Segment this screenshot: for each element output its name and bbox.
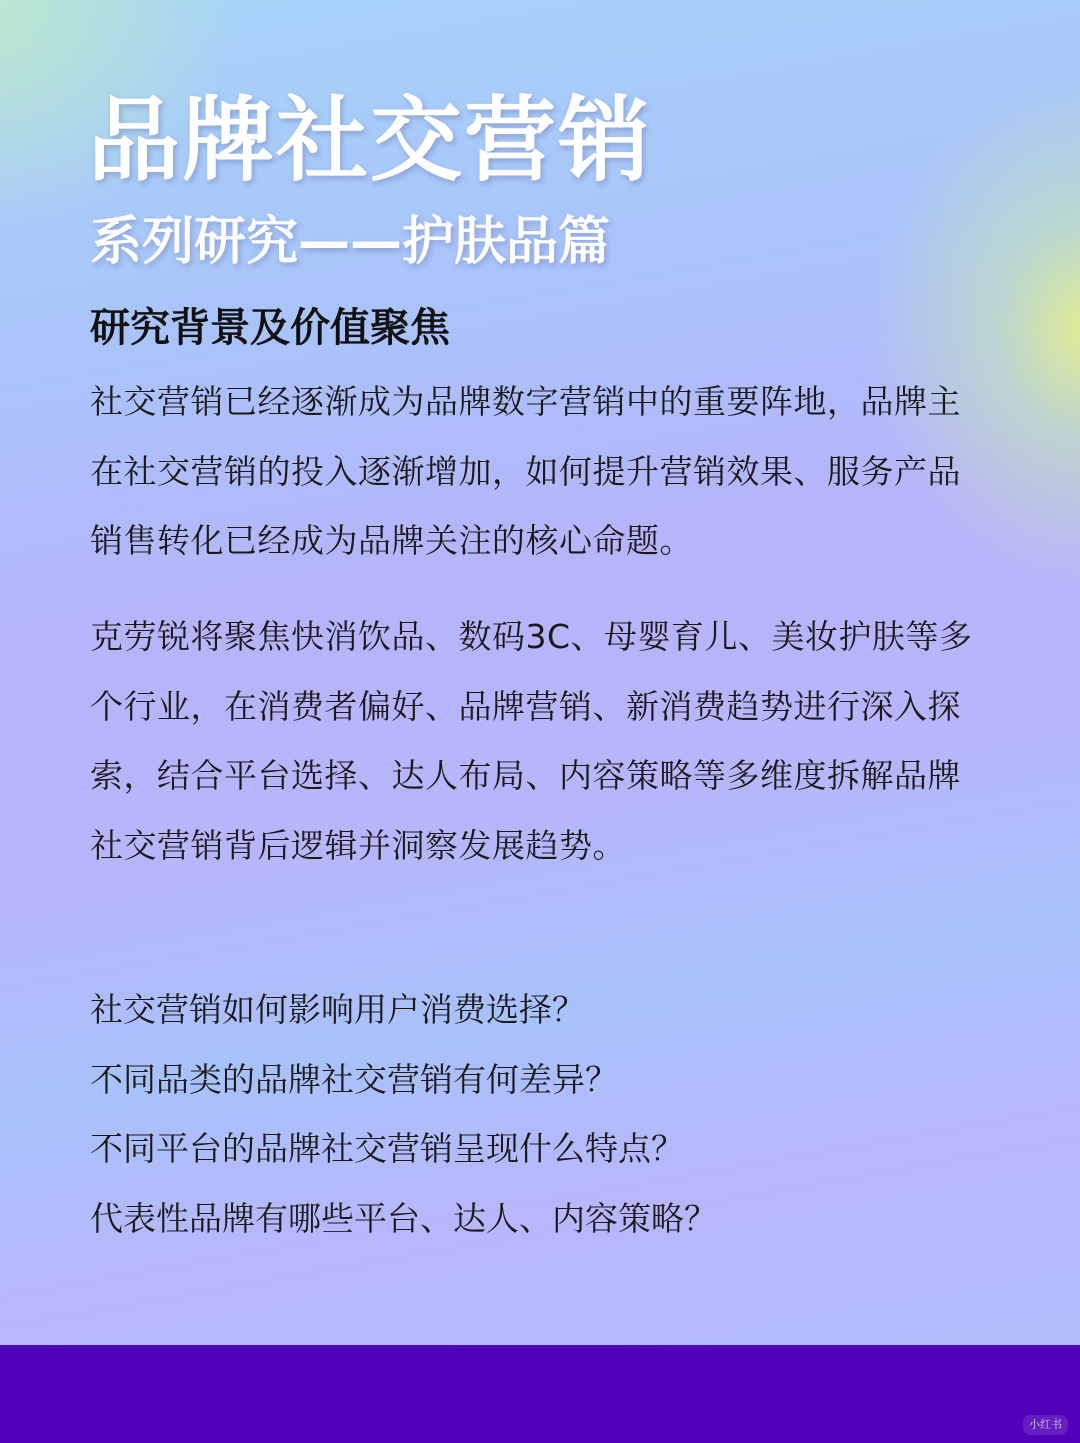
footer-band	[0, 1345, 1080, 1443]
question-item: 社交营销如何影响用户消费选择？	[90, 990, 585, 1029]
page-title: 品牌社交营销	[88, 87, 653, 194]
page-subtitle: 系列研究——护肤品篇	[90, 212, 611, 272]
background-paragraph: 社交营销已经逐渐成为品牌数字营销中的重要阵地，品牌主在社交营销的投入逐渐增加，如何提升营销效果、服务产品销售转化已经成为品牌关注的核心命题。	[90, 382, 961, 560]
section-heading: 研究背景及价值聚焦	[90, 305, 450, 351]
watermark: 小红书	[1023, 1415, 1068, 1435]
question-item: 代表性品牌有哪些平台、达人、内容策略？	[90, 1198, 717, 1238]
question-item: 不同品类的品牌社交营销有何差异？	[90, 1059, 618, 1099]
focus-paragraph: 克劳锐将聚焦快消饮品、数码3C、母婴育儿、美妆护肤等多个行业，在消费者偏好、品牌营销、新消费趋势进行深入探索，结合平台选择、达人布局、内容策略等多维度拆解品牌社交营销背后逻辑并洞察发展趋势。	[90, 617, 973, 865]
question-item: 不同平台的品牌社交营销呈现什么特点？	[90, 1129, 684, 1168]
question-list	[90, 975, 717, 1253]
